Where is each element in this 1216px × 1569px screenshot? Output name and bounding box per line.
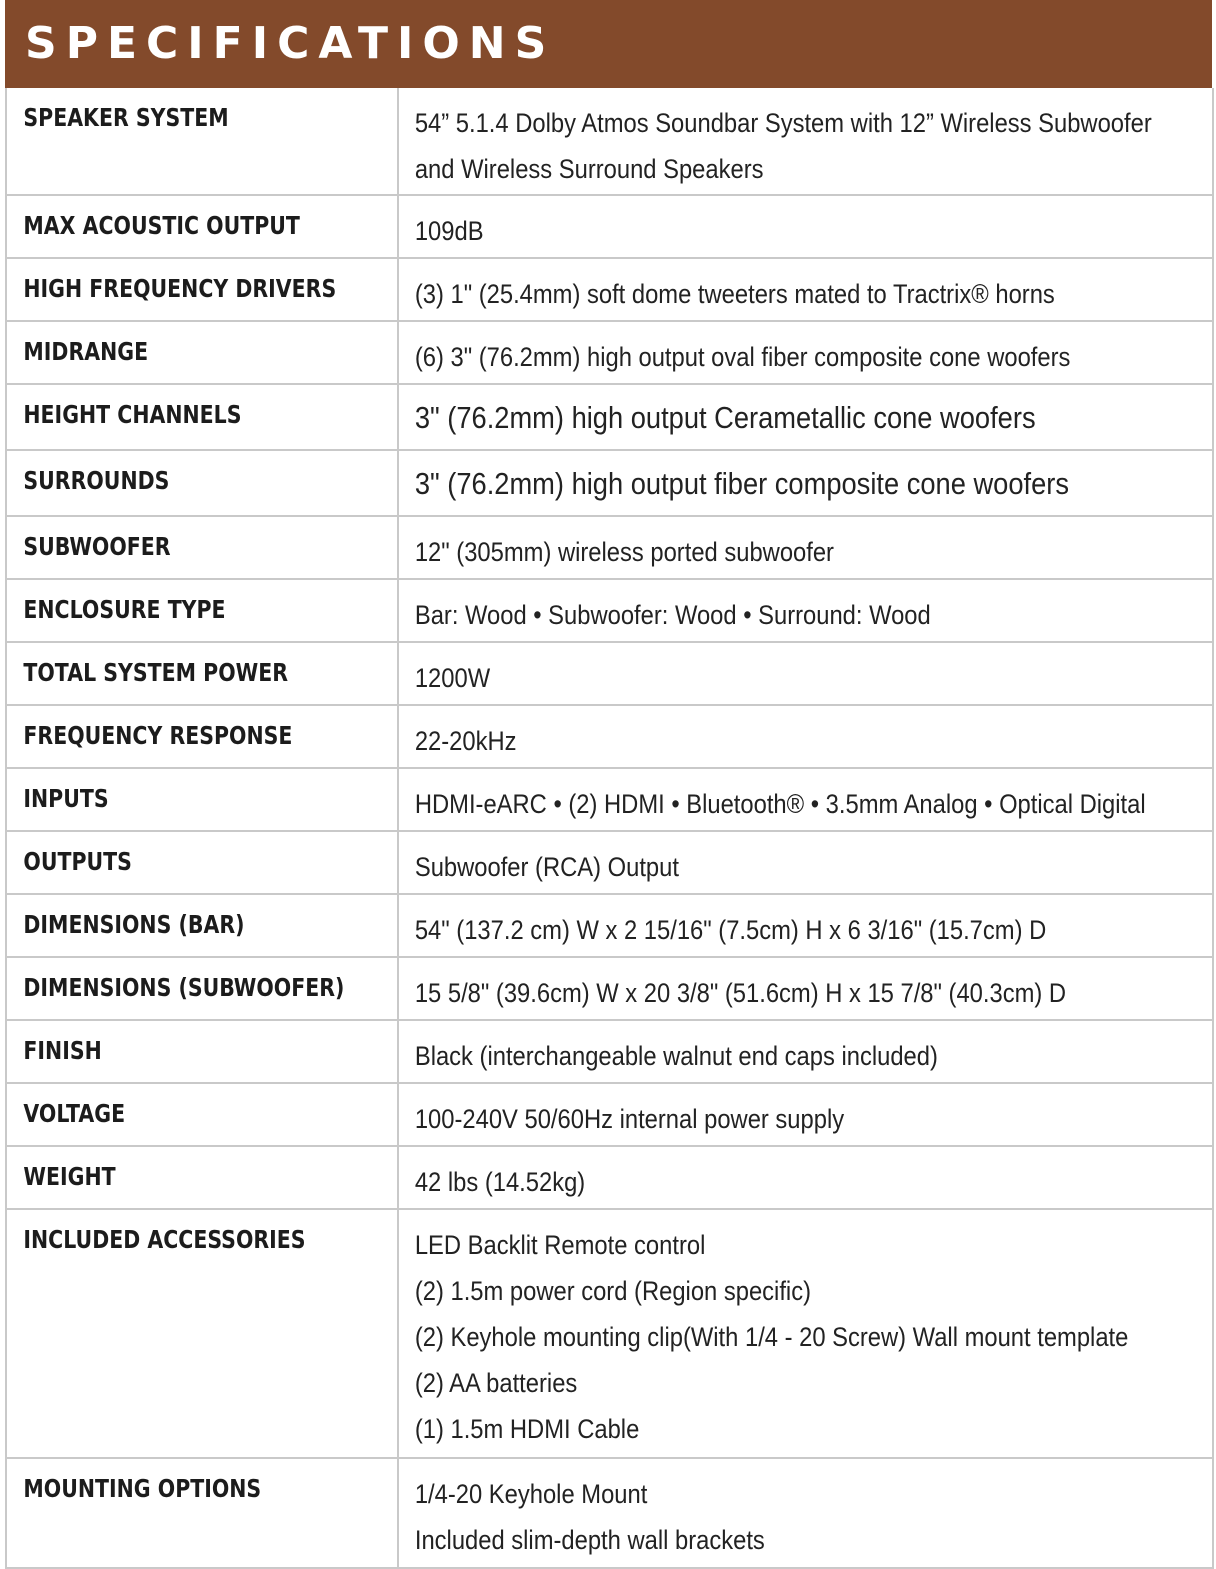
spec-label-cell — [6, 579, 398, 642]
spec-row — [6, 1458, 1213, 1568]
spec-value-line: 54" (137.2 cm) W x 2 15/16" (7.5cm) H x 6 3/16" (15.7cm) D — [414, 915, 1047, 945]
spec-value-cell — [398, 768, 1213, 831]
spec-label-cell — [6, 321, 398, 384]
spec-value-cell — [398, 516, 1213, 579]
spec-label: DIMENSIONS (BAR) — [23, 910, 245, 939]
spec-label: HEIGHT CHANNELS — [23, 400, 242, 429]
spec-label-cell — [6, 1458, 398, 1568]
spec-value-line: 15 5/8" (39.6cm) W x 20 3/8" (51.6cm) H x 15 7/8" (40.3cm) D — [414, 978, 1067, 1008]
spec-value-cell — [398, 579, 1213, 642]
spec-label: TOTAL SYSTEM POWER — [23, 658, 289, 687]
spec-value-line: (6) 3" (76.2mm) high output oval fiber composite cone woofers — [414, 342, 1071, 372]
spec-row — [6, 321, 1213, 384]
spec-table — [5, 88, 1214, 1569]
spec-value-line: 3" (76.2mm) high output fiber composite cone woofers — [414, 466, 1069, 501]
spec-value — [399, 1021, 1114, 1079]
spec-label: DIMENSIONS (SUBWOOFER) — [23, 973, 345, 1002]
page-title: SPECIFICATIONS — [25, 18, 556, 69]
spec-value-cell — [398, 1083, 1213, 1146]
spec-value-cell — [398, 957, 1213, 1020]
spec-label-cell — [6, 195, 398, 258]
spec-label-cell — [6, 768, 398, 831]
spec-value — [399, 958, 1114, 1016]
spec-label: VOLTAGE — [23, 1099, 126, 1128]
spec-row — [6, 1146, 1213, 1209]
spec-label: FREQUENCY RESPONSE — [23, 721, 293, 750]
spec-value — [399, 451, 1114, 507]
spec-value-line: LED Backlit Remote control — [414, 1230, 706, 1260]
spec-label: ENCLOSURE TYPE — [23, 595, 226, 624]
spec-label: INPUTS — [23, 784, 109, 813]
spec-value-cell — [398, 1209, 1213, 1458]
spec-label: MOUNTING OPTIONS — [23, 1474, 262, 1503]
spec-value-cell — [398, 321, 1213, 384]
spec-label-cell — [6, 384, 398, 450]
spec-row — [6, 768, 1213, 831]
spec-label-cell — [6, 450, 398, 516]
spec-row — [6, 450, 1213, 516]
spec-label-cell — [6, 894, 398, 957]
spec-label-cell — [6, 957, 398, 1020]
spec-row — [6, 88, 1213, 195]
spec-value-cell — [398, 894, 1213, 957]
spec-label: SUBWOOFER — [23, 532, 171, 561]
spec-label-cell — [6, 1083, 398, 1146]
spec-label: OUTPUTS — [23, 847, 132, 876]
spec-row — [6, 195, 1213, 258]
spec-value-line: 1200W — [414, 663, 491, 693]
spec-label: MIDRANGE — [23, 337, 149, 366]
spec-label: SURROUNDS — [23, 466, 170, 495]
spec-label: WEIGHT — [23, 1162, 116, 1191]
spec-value-line: (2) AA batteries — [414, 1368, 578, 1398]
spec-value — [399, 196, 1114, 254]
spec-label: MAX ACOUSTIC OUTPUT — [23, 211, 300, 240]
spec-value-line: Bar: Wood • Subwoofer: Wood • Surround: Wood — [414, 600, 931, 630]
spec-value-cell — [398, 195, 1213, 258]
spec-label-cell — [6, 1209, 398, 1458]
spec-value-line: 109dB — [414, 216, 484, 246]
spec-value — [399, 517, 1114, 575]
spec-row — [6, 642, 1213, 705]
spec-value-cell — [398, 258, 1213, 321]
spec-value-line: and Wireless Surround Speakers — [414, 154, 764, 184]
spec-value-line: (3) 1" (25.4mm) soft dome tweeters mated to Tractrix® horns — [414, 279, 1055, 309]
spec-value-cell — [398, 831, 1213, 894]
spec-value-line: (1) 1.5m HDMI Cable — [414, 1414, 640, 1444]
spec-row — [6, 1083, 1213, 1146]
spec-value-line: Black (interchangeable walnut end caps included) — [414, 1041, 938, 1071]
spec-label: HIGH FREQUENCY DRIVERS — [23, 274, 337, 303]
spec-label: SPEAKER SYSTEM — [23, 103, 229, 132]
spec-value-cell — [398, 1020, 1213, 1083]
spec-label-cell — [6, 642, 398, 705]
spec-label-cell — [6, 705, 398, 768]
spec-value — [399, 1147, 1114, 1205]
spec-label-cell — [6, 516, 398, 579]
spec-value — [399, 580, 1114, 638]
spec-value-cell — [398, 1458, 1213, 1568]
spec-label-cell — [6, 831, 398, 894]
spec-value — [399, 1084, 1114, 1142]
spec-value — [399, 706, 1114, 764]
spec-header — [5, 0, 1212, 88]
spec-value-cell — [398, 705, 1213, 768]
spec-row — [6, 384, 1213, 450]
spec-value — [399, 895, 1114, 953]
spec-label: FINISH — [23, 1036, 102, 1065]
spec-label-cell — [6, 88, 398, 195]
spec-row — [6, 831, 1213, 894]
spec-value — [399, 1459, 1114, 1563]
spec-value-line: 22-20kHz — [414, 726, 517, 756]
spec-value-line: (2) 1.5m power cord (Region specific) — [414, 1276, 811, 1306]
spec-value-line: Included slim-depth wall brackets — [414, 1525, 765, 1555]
spec-row — [6, 1209, 1213, 1458]
spec-value-cell — [398, 384, 1213, 450]
spec-value — [399, 322, 1114, 380]
spec-value — [399, 832, 1114, 890]
spec-row — [6, 258, 1213, 321]
spec-value-line: Subwoofer (RCA) Output — [414, 852, 679, 882]
spec-value — [399, 88, 1152, 192]
spec-value — [399, 769, 1146, 827]
spec-label-cell — [6, 1020, 398, 1083]
spec-value-line: 42 lbs (14.52kg) — [414, 1167, 586, 1197]
spec-row — [6, 957, 1213, 1020]
spec-value-line: 100-240V 50/60Hz internal power supply — [414, 1104, 845, 1134]
spec-label-cell — [6, 1146, 398, 1209]
spec-value-line: 1/4-20 Keyhole Mount — [414, 1479, 648, 1509]
spec-value-cell — [398, 88, 1213, 195]
spec-value-cell — [398, 642, 1213, 705]
spec-row — [6, 894, 1213, 957]
spec-row — [6, 705, 1213, 768]
spec-row — [6, 579, 1213, 642]
spec-label: INCLUDED ACCESSORIES — [23, 1225, 306, 1254]
spec-value — [399, 1210, 1129, 1452]
spec-value-cell — [398, 1146, 1213, 1209]
spec-value — [399, 643, 1114, 701]
spec-label-cell — [6, 258, 398, 321]
spec-value-line: HDMI-eARC • (2) HDMI • Bluetooth® • 3.5mm Analog • Optical Digital — [414, 789, 1146, 819]
spec-row — [6, 1020, 1213, 1083]
spec-row — [6, 516, 1213, 579]
spec-value-cell — [398, 450, 1213, 516]
spec-value — [399, 385, 1114, 441]
spec-value-line: 12" (305mm) wireless ported subwoofer — [414, 537, 834, 567]
spec-value-line: (2) Keyhole mounting clip(With 1/4 - 20 Screw) Wall mount template — [414, 1322, 1129, 1352]
spec-value — [399, 259, 1114, 317]
spec-value-line: 3" (76.2mm) high output Cerametallic cone woofers — [414, 400, 1036, 435]
spec-value-line: 54” 5.1.4 Dolby Atmos Soundbar System with 12” Wireless Subwoofer — [414, 108, 1152, 138]
